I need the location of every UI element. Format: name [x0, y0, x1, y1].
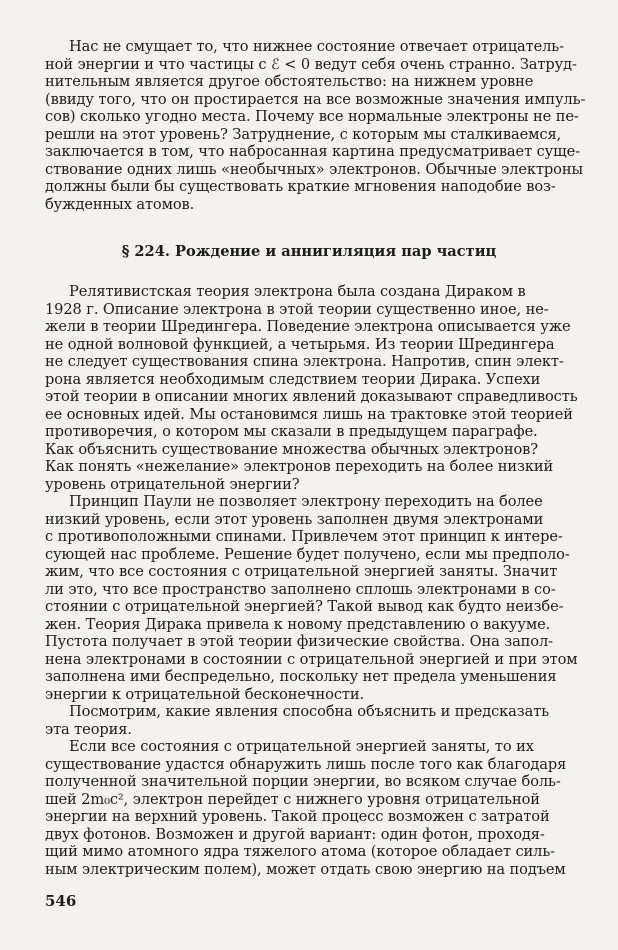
- text-line: полученной значительной порции энергии, во всяком случае боль-: [45, 773, 561, 790]
- text-line: Как понять «нежелание» электронов переходить на более низкий: [45, 458, 554, 475]
- text-line: щий мимо атомного ядра тяжелого атома (которое обладает силь-: [45, 843, 555, 860]
- text-line: жели в теории Шредингера. Поведение электрона описывается уже: [45, 318, 571, 335]
- text-line: ной энергии и что частицы с ℰ < 0 ведут себя очень странно. Затруд-: [45, 55, 577, 73]
- text-line: противоречия, о котором мы сказали в предыдущем параграфе.: [45, 423, 538, 440]
- text-line: должны были бы существовать краткие мгновения наподобие воз-: [45, 178, 556, 195]
- text-line: энергии на верхний уровень. Такой процесс возможен с затратой: [45, 808, 550, 825]
- text-line: сов) сколько угодно места. Почему все нормальные электроны не пе-: [45, 108, 579, 125]
- text-line: энергии к отрицательной бесконечности.: [45, 685, 365, 703]
- page-number: 546: [45, 892, 77, 910]
- text-line: шей 2m₀c², электрон перейдет с нижнего уровня отрицательной: [45, 790, 540, 808]
- text-line: Пустота получает в этой теории физические свойства. Она запол-: [45, 633, 553, 650]
- text-line: низкий уровень, если этот уровень заполнен двумя электронами: [45, 510, 544, 528]
- section-heading: § 224. Рождение и аннигиляция пар частиц: [121, 243, 497, 260]
- text-line: рона является необходимым следствием теории Дирака. Успехи: [45, 370, 541, 388]
- text-line: 1928 г. Описание электрона в этой теории существенно иное, не-: [45, 300, 549, 318]
- text-line: существование удастся обнаружить лишь после того как благодаря: [45, 755, 567, 773]
- text-line: стоянии с отрицательной энергией? Такой вывод как будто неизбе-: [45, 598, 564, 615]
- text-line: эта теория.: [45, 720, 132, 738]
- text-line: Если все состояния с отрицательной энергией заняты, то их: [69, 738, 534, 755]
- text-line: не следует существования спина электрона. Напротив, спин элект-: [45, 353, 564, 370]
- text-line: ли это, что все пространство заполнено сплошь электронами в со-: [45, 580, 556, 598]
- text-line: нена электронами в состоянии с отрицательной энергией и при этом: [45, 650, 578, 668]
- text-line: Как объяснить существование множества обычных электронов?: [45, 440, 538, 458]
- text-line: Нас не смущает то, что нижнее состояние отвечает отрицатель-: [69, 38, 564, 55]
- text-line: решли на этот уровень? Затруднение, с которым мы сталкиваемся,: [45, 125, 562, 143]
- text-line: двух фотонов. Возможен и другой вариант: один фотон, проходя-: [45, 825, 545, 843]
- text-line: Релятивистская теория электрона была создана Дираком в: [69, 283, 526, 300]
- text-line: не одной волновой функцией, а четырьмя. Из теории Шредингера: [45, 335, 555, 353]
- text-line: ным электрическим полем), может отдать свою энергию на подъем: [45, 860, 566, 878]
- text-line: жим, что все состояния с отрицательной энергией заняты. Значит: [45, 563, 558, 580]
- text-line: нительным является другое обстоятельство: на нижнем уровне: [45, 73, 534, 90]
- text-line: ствование одних лишь «необычных» электронов. Обычные электроны: [45, 160, 583, 178]
- text-line: уровень отрицательной энергии?: [45, 475, 300, 493]
- paragraph-2: [45, 283, 578, 878]
- text-line: (ввиду того, что он простирается на все возможные значения импуль-: [45, 90, 586, 108]
- text-line: ее основных идей. Мы остановимся лишь на трактовке этой теорией: [45, 405, 573, 423]
- text-line: жен. Теория Дирака привела к новому представлению о вакууме.: [45, 615, 551, 633]
- text-line: с противоположными спинами. Привлечем этот принцип к интере-: [45, 528, 563, 545]
- text-line: бужденных атомов.: [45, 195, 195, 213]
- text-line: сующей нас проблеме. Решение будет получено, если мы предполо-: [45, 545, 570, 563]
- text-line: Принцип Паули не позволяет электрону переходить на более: [69, 493, 543, 510]
- text-line: Посмотрим, какие явления способна объяснить и предсказать: [69, 703, 550, 720]
- text-line: заполнена ими беспредельно, поскольку нет предела уменьшения: [45, 668, 557, 685]
- text-line: заключается в том, что набросанная картина предусматривает суще-: [45, 143, 580, 160]
- text-line: этой теории в описании многих явлений доказывают справедливость: [45, 388, 578, 405]
- paragraph-1: [45, 38, 586, 213]
